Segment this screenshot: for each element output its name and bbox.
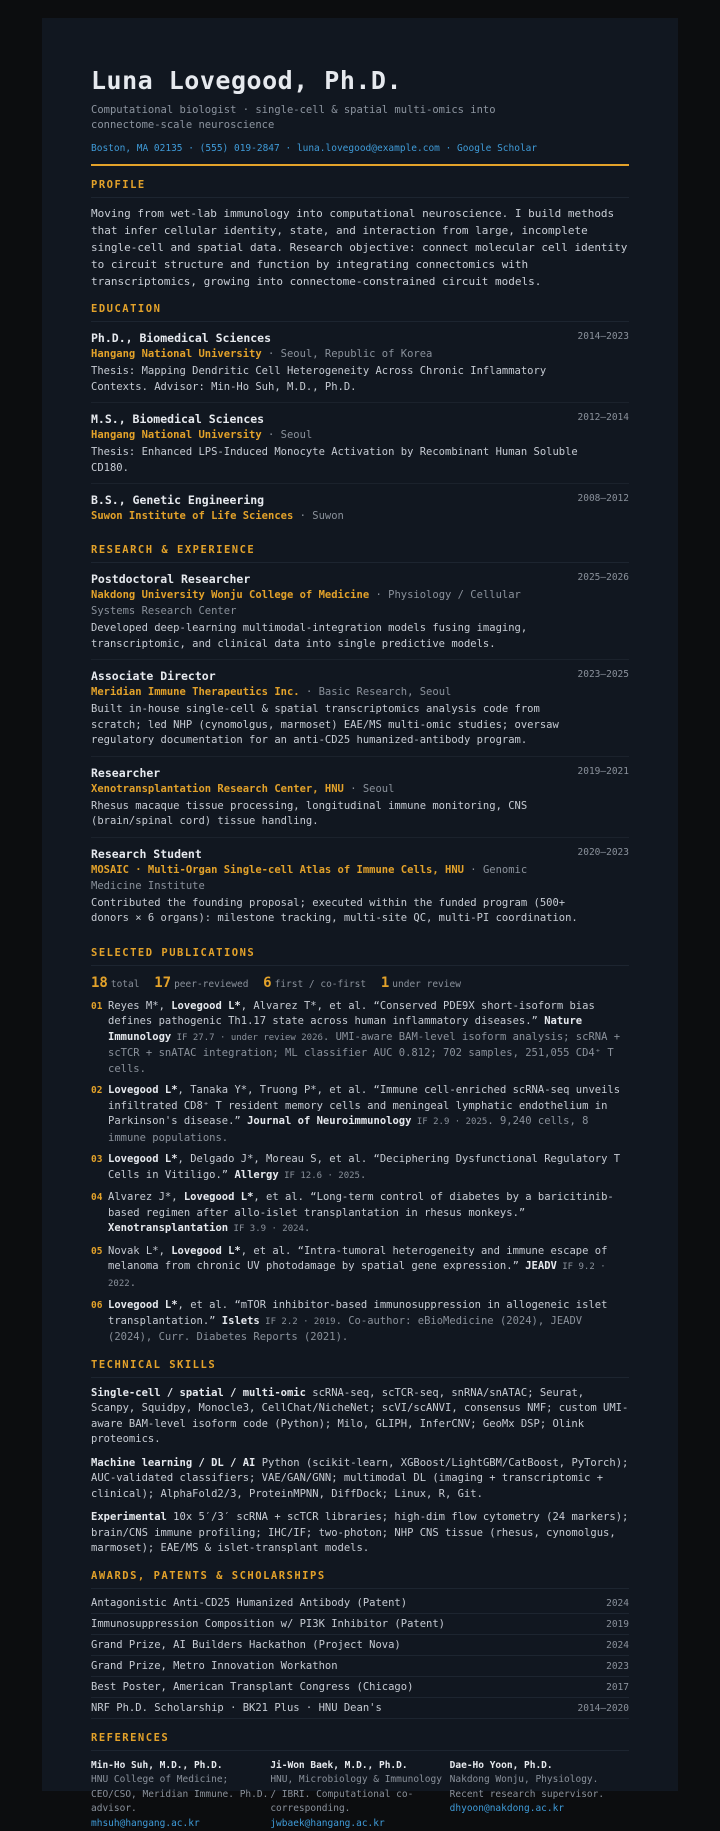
award-row — [91, 1593, 629, 1614]
skill-group-label: Single-cell / spatial / multi-omic — [91, 1387, 306, 1399]
publication-item — [91, 1083, 629, 1146]
organization-name: Meridian Immune Therapeutics Inc. — [91, 686, 300, 698]
award-name: Grand Prize, Metro Innovation Workathon — [91, 1660, 338, 1672]
education-entry — [91, 322, 629, 403]
author-self: Lovegood L* — [108, 1299, 178, 1311]
education-entry — [91, 403, 629, 484]
awards-list — [91, 1593, 629, 1719]
award-year: 2019 — [606, 1617, 629, 1632]
publication-note: . Co-author: eBioMedicine (2024), JEADV (2024), Curr. Diabetes Reports (2021). — [108, 1315, 582, 1344]
award-name: Best Poster, American Transplant Congress (Chicago) — [91, 1681, 413, 1693]
organization-location: · Genomic Medicine Institute — [91, 864, 527, 892]
entry-description: Contributed the founding proposal; executed within the funded program (500+ donors × 6 organs): milestone tracking, multi-site QC, multi-PI coordination. — [91, 896, 581, 927]
authors-before: Alvarez J*, — [108, 1191, 184, 1203]
section-title-skills: TECHNICAL SKILLS — [91, 1358, 629, 1378]
organization-name: Nakdong University Wonju College of Medicine — [91, 589, 369, 601]
award-row — [91, 1656, 629, 1677]
reference-email-link[interactable]: mhsuh@hangang.ac.kr — [91, 1817, 270, 1831]
authors-before: Reyes M*, — [108, 1000, 171, 1012]
publication-number: 06 — [91, 1298, 102, 1314]
entry-org-line — [91, 862, 571, 894]
entry-date: 2008–2012 — [578, 493, 629, 504]
stat-value: 18 — [91, 975, 108, 991]
organization-name: Xenotransplantation Research Center, HNU — [91, 783, 344, 795]
publication-body: , Alvarez T*, et al. “Conserved PDE9X short-isoform bias defines pathogenic Th1.17 state across human inflammatory diseases.” — [108, 1000, 595, 1028]
publication-list — [91, 999, 629, 1346]
institution-name: Hangang National University — [91, 429, 262, 441]
publication-number: 03 — [91, 1152, 102, 1168]
publication-body: , et al. “Long-term control of diabetes by a baricitinib-based regimen after allo-islet transplantation in rhesus monkeys.” — [108, 1191, 614, 1219]
journal-name: Journal of Neuroimmunology — [247, 1115, 411, 1127]
skill-group — [91, 1386, 629, 1448]
role-title: Postdoctoral Researcher — [91, 571, 629, 587]
award-year: 2023 — [606, 1659, 629, 1674]
institution-name: Hangang National University — [91, 348, 262, 360]
award-year: 2014–2020 — [578, 1701, 629, 1716]
reference-card — [270, 1759, 449, 1831]
entry-date: 2014–2023 — [578, 331, 629, 342]
skill-group — [91, 1456, 629, 1503]
education-entry — [91, 484, 629, 531]
entry-description: Thesis: Mapping Dendritic Cell Heterogeneity Across Chronic Inflammatory Contexts. Advisor: Min-Ho Suh, M.D., Ph.D. — [91, 364, 581, 395]
entry-description: Thesis: Enhanced LPS-Induced Monocyte Activation by Recombinant Human Soluble CD180. — [91, 445, 581, 476]
candidate-subtitle: Computational biologist · single-cell & spatial multi-omics into connectome-scale neuroscience — [91, 103, 571, 133]
award-year: 2024 — [606, 1638, 629, 1653]
profile-text: Moving from wet-lab immunology into computational neuroscience. I build methods that infer cellular identity, state, and interaction from large, incomplete single-cell and spatial data. Research objective: connect molecular cell identity to circuit structure and function by integrating connectomics with transcriptomics, growing into connectome-constrained circuit models. — [91, 205, 629, 290]
contact-line[interactable]: Boston, MA 02135 · (555) 019-2847 · luna.lovegood@example.com · Google Scholar — [91, 142, 629, 155]
skills-list — [91, 1386, 629, 1557]
candidate-name: Luna Lovegood, Ph.D. — [91, 64, 629, 98]
skill-group-label: Machine learning / DL / AI — [91, 1457, 255, 1469]
education-list — [91, 322, 629, 531]
award-row — [91, 1635, 629, 1656]
entry-description: Developed deep-learning multimodal-integration models fusing imaging, transcriptomic, and clinical data into single predictive models. — [91, 621, 581, 652]
author-self: Lovegood L* — [184, 1191, 254, 1203]
journal-name: Allergy — [234, 1169, 278, 1181]
award-year: 2017 — [606, 1680, 629, 1695]
publication-number: 01 — [91, 999, 102, 1015]
organization-location: · Basic Research, Seoul — [300, 686, 452, 698]
entry-org-line — [91, 427, 571, 443]
role-title: Researcher — [91, 765, 629, 781]
author-self: Lovegood L* — [108, 1153, 178, 1165]
section-title-education: EDUCATION — [91, 302, 629, 322]
section-title-references: REFERENCES — [91, 1731, 629, 1751]
reference-description: HNU, Microbiology & Immunology / IBRI. Computational co-corresponding. — [270, 1773, 449, 1817]
institution-location: · Suwon — [293, 510, 344, 522]
reference-description: HNU College of Medicine; CEO/CSO, Meridian Immune. Ph.D. advisor. — [91, 1773, 270, 1817]
authors-before: Novak L*, — [108, 1245, 171, 1257]
publication-item — [91, 1298, 629, 1346]
organization-location: · Seoul — [344, 783, 395, 795]
award-name: Antagonistic Anti-CD25 Humanized Antibody (Patent) — [91, 1597, 407, 1609]
stat-value: 17 — [154, 975, 171, 991]
journal-name: Xenotransplantation — [108, 1222, 228, 1234]
journal-meta: IF 2.2 · 2019 — [260, 1317, 336, 1327]
entry-org-line — [91, 684, 571, 700]
publication-body: , Delgado J*, Moreau S, et al. “Deciphering Dysfunctional Regulatory T Cells in Vitiligo.” — [108, 1153, 620, 1181]
publication-note: . 9,240 cells, 8 immune populations. — [108, 1115, 588, 1144]
reference-card — [450, 1759, 629, 1831]
journal-meta: IF 27.7 · under review 2026 — [171, 1033, 323, 1043]
entry-date: 2023–2025 — [578, 669, 629, 680]
publication-body: , et al. “Intra-tumoral heterogeneity and immune escape of melanoma from chronic UV photodamage by spatial gene expression.” — [108, 1245, 607, 1273]
institution-name: Suwon Institute of Life Sciences — [91, 510, 293, 522]
entry-date: 2020–2023 — [578, 847, 629, 858]
journal-name: Islets — [222, 1315, 260, 1327]
publication-body: , et al. “mTOR inhibitor-based immunosuppression in allogeneic islet transplantation.” — [108, 1299, 607, 1327]
organization-name: MOSAIC · Multi-Organ Single-cell Atlas of Immune Cells, HNU — [91, 864, 464, 876]
publication-note: . — [360, 1169, 366, 1181]
publication-number: 05 — [91, 1244, 102, 1260]
award-year: 2024 — [606, 1596, 629, 1611]
journal-meta: IF 3.9 · 2024 — [228, 1224, 304, 1234]
experience-entry — [91, 757, 629, 838]
entry-org-line — [91, 781, 571, 797]
skill-group-label: Experimental — [91, 1511, 167, 1523]
entry-date: 2012–2014 — [578, 412, 629, 423]
award-row — [91, 1614, 629, 1635]
skill-group-text: scRNA-seq, scTCR-seq, snRNA/snATAC; Seurat, Scanpy, Squidpy, Monocle3, CellChat/NicheNet; scVI/scANVI, consensus NMF; custom UMI-aware BAM-level isoform code (Python); Milo, GLIPH, InferCNV; GeoMx DSP; Olink proteomics. — [91, 1387, 628, 1446]
skill-group — [91, 1510, 629, 1557]
resume-page — [42, 18, 678, 1791]
stat-label: total — [111, 979, 140, 990]
entry-description: Built in-house single-cell & spatial transcriptomics analysis code from scratch; led NHP (cynomolgus, marmoset) EAE/MS multi-omic studies; oversaw regulatory documentation for an anti-CD25 humanized-antibody program. — [91, 702, 581, 749]
award-name: Grand Prize, AI Builders Hackathon (Project Nova) — [91, 1639, 401, 1651]
section-title-awards: AWARDS, PATENTS & SCHOLARSHIPS — [91, 1569, 629, 1589]
reference-description: Nakdong Wonju, Physiology. Recent research supervisor. — [450, 1773, 629, 1802]
experience-list — [91, 563, 629, 934]
publication-note: . — [304, 1222, 310, 1234]
role-title: Associate Director — [91, 668, 629, 684]
section-title-publications: SELECTED PUBLICATIONS — [91, 946, 629, 966]
reference-name: Min-Ho Suh, M.D., Ph.D. — [91, 1759, 270, 1774]
section-title-experience: RESEARCH & EXPERIENCE — [91, 543, 629, 563]
stat-value: 1 — [381, 975, 389, 991]
skill-group-text: 10x 5′/3′ scRNA + scTCR libraries; high-dim flow cytometry (24 markers); brain/CNS immune profiling; IHC/IF; two-photon; NHP CNS tissue (rhesus, cynomolgus, marmoset); EAE/MS & islet-transplant models. — [91, 1511, 628, 1554]
institution-location: · Seoul, Republic of Korea — [262, 348, 433, 360]
resume-content — [91, 64, 629, 1831]
publication-body: , Tanaka Y*, Truong P*, et al. “Immune cell-enriched scRNA-seq unveils infiltrated CD8⁺ T resident memory cells and meningeal lymphatic endothelium in Parkinson's disease.” — [108, 1084, 620, 1127]
degree-title: Ph.D., Biomedical Sciences — [91, 330, 629, 346]
section-title-profile: PROFILE — [91, 178, 629, 198]
header-divider — [91, 164, 629, 166]
author-self: Lovegood L* — [108, 1084, 178, 1096]
references-list — [91, 1759, 629, 1831]
stat-label: peer-reviewed — [174, 979, 248, 990]
entry-org-line — [91, 508, 571, 524]
reference-card — [91, 1759, 270, 1831]
degree-title: B.S., Genetic Engineering — [91, 492, 629, 508]
publication-item — [91, 1152, 629, 1184]
publication-note: . — [130, 1277, 136, 1289]
stat-value: 6 — [263, 975, 271, 991]
experience-entry — [91, 563, 629, 660]
reference-email-link[interactable]: dhyoon@nakdong.ac.kr — [450, 1802, 629, 1817]
publication-number: 02 — [91, 1083, 102, 1099]
publication-number: 04 — [91, 1190, 102, 1206]
entry-description: Rhesus macaque tissue processing, longitudinal immune monitoring, CNS (brain/spinal cord) tissue handling. — [91, 799, 581, 830]
entry-date: 2025–2026 — [578, 572, 629, 583]
award-row — [91, 1677, 629, 1698]
publication-item — [91, 999, 629, 1078]
journal-name: JEADV — [525, 1260, 557, 1272]
publication-note: . UMI-aware BAM-level isoform analysis; scRNA + scTCR + snATAC integration; ML classifier AUC 0.812; 702 samples, 251,055 CD4⁺ T cells. — [108, 1031, 620, 1075]
stat-label: first / co-first — [275, 979, 367, 990]
journal-meta: IF 12.6 · 2025 — [279, 1171, 360, 1181]
role-title: Research Student — [91, 846, 629, 862]
reference-name: Dae-Ho Yoon, Ph.D. — [450, 1759, 629, 1774]
reference-email-link[interactable]: jwbaek@hangang.ac.kr — [270, 1817, 449, 1831]
journal-name: Nature Immunology — [108, 1015, 582, 1043]
stat-label: under review — [392, 979, 461, 990]
publication-item — [91, 1244, 629, 1293]
entry-org-line — [91, 587, 571, 619]
publication-stats — [91, 975, 629, 993]
entry-org-line — [91, 346, 571, 362]
skill-group-text: Python (scikit-learn, XGBoost/LightGBM/CatBoost, PyTorch); AUC-validated classifiers; VAE/GAN/GNN; multimodal DL (imaging + transcriptomic + clinical); AlphaFold2/3, ProteinMPNN, DiffDock; Linux, R, Git. — [91, 1457, 628, 1500]
degree-title: M.S., Biomedical Sciences — [91, 411, 629, 427]
award-row — [91, 1698, 629, 1719]
award-name: NRF Ph.D. Scholarship · BK21 Plus · HNU Dean's — [91, 1702, 382, 1714]
author-self: Lovegood L* — [171, 1000, 241, 1012]
publication-item — [91, 1190, 629, 1238]
institution-location: · Seoul — [262, 429, 313, 441]
journal-meta: IF 2.9 · 2025 — [411, 1117, 487, 1127]
experience-entry — [91, 660, 629, 757]
author-self: Lovegood L* — [171, 1245, 241, 1257]
entry-date: 2019–2021 — [578, 766, 629, 777]
award-name: Immunosuppression Composition w/ PI3K Inhibitor (Patent) — [91, 1618, 445, 1630]
organization-location: · Physiology / Cellular Systems Research Center — [91, 589, 521, 617]
journal-meta: IF 9.2 · 2022 — [108, 1262, 606, 1289]
reference-name: Ji-Won Baek, M.D., Ph.D. — [270, 1759, 449, 1774]
experience-entry — [91, 838, 629, 934]
